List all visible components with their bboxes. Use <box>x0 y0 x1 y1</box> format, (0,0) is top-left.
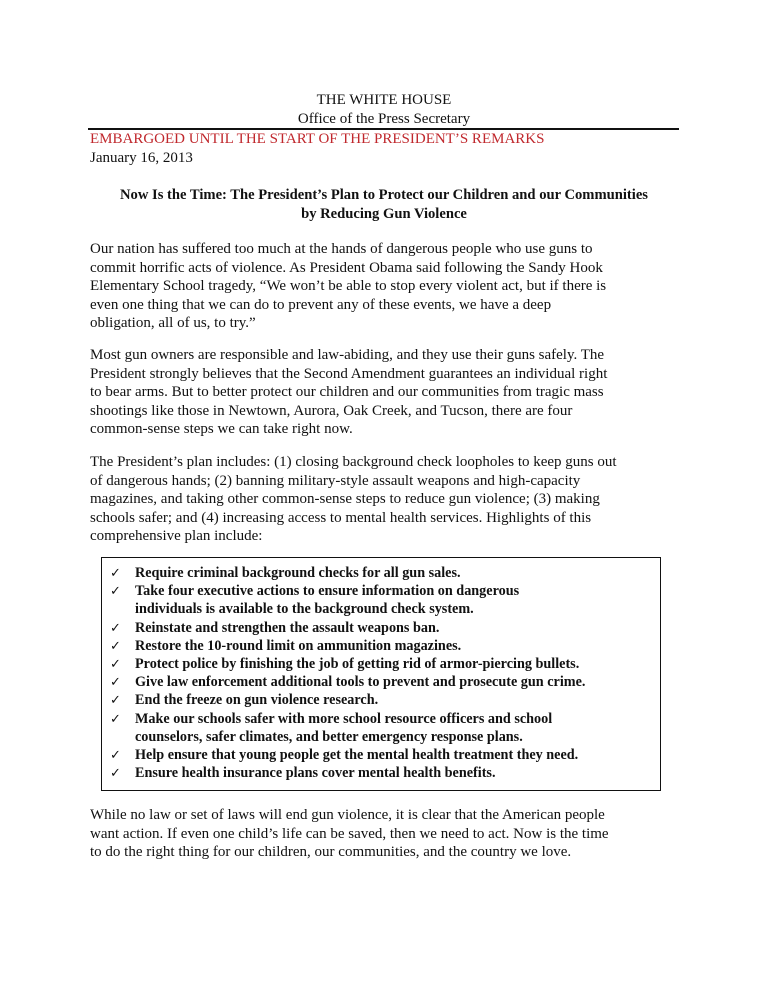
highlight-item <box>110 691 670 709</box>
checkmark-icon: ✓ <box>110 710 121 726</box>
paragraph-gun-owners <box>90 346 690 439</box>
paragraph-line: shootings like those in Newtown, Aurora, Oak Creek, and Tucson, there are four <box>90 402 573 419</box>
document-title <box>80 186 688 223</box>
highlight-text: Reinstate and strengthen the assault weapons ban. <box>135 619 440 636</box>
highlight-text: Take four executive actions to ensure information on dangerous <box>135 583 520 600</box>
paragraph-intro <box>90 240 690 333</box>
highlight-item <box>110 655 670 673</box>
highlight-item <box>110 637 670 655</box>
paragraph-line: to bear arms. But to better protect our children and our communities from tragic mass <box>90 384 604 400</box>
paragraph-line: common-sense steps we can take right now. <box>90 421 353 437</box>
highlight-text: individuals is available to the background check system. <box>135 601 474 618</box>
paragraph-line: President strongly believes that the Second Amendment guarantees an individual right <box>90 365 608 382</box>
highlight-text: Ensure health insurance plans cover mental health benefits. <box>135 765 496 782</box>
highlight-text: Require criminal background checks for all gun sales. <box>135 565 461 581</box>
highlight-item <box>110 673 670 691</box>
release-date: January 16, 2013 <box>90 150 193 166</box>
organization-heading: THE WHITE HOUSE <box>316 92 452 108</box>
highlight-text: Help ensure that young people get the mental health treatment they need. <box>135 747 579 764</box>
checkmark-icon: ✓ <box>110 674 121 690</box>
highlight-text: Give law enforcement additional tools to prevent and prosecute gun crime. <box>135 674 586 691</box>
checkmark-icon: ✓ <box>110 637 121 653</box>
paragraph-line: While no law or set of laws will end gun violence, it is clear that the American people <box>90 807 605 823</box>
checkmark-icon: ✓ <box>110 565 121 580</box>
office-heading: Office of the Press Secretary <box>297 111 471 127</box>
highlight-text: Make our schools safer with more school resource officers and school <box>135 710 553 727</box>
paragraph-line: commit horrific acts of violence. As President Obama said following the Sandy Hook <box>90 259 603 276</box>
checkmark-icon: ✓ <box>110 656 121 672</box>
paragraph-line: obligation, all of us, to try.” <box>90 315 256 331</box>
paragraph-line: magazines, and taking other common-sense steps to reduce gun violence; (3) making <box>90 491 600 507</box>
paragraph-line: want action. If even one child’s life can be saved, then we need to act. Now is the time <box>90 825 609 842</box>
embargo-notice: EMBARGOED UNTIL THE START OF THE PRESIDENT’S REMARKS <box>90 131 545 147</box>
highlight-item <box>110 764 670 782</box>
highlight-text: Protect police by finishing the job of getting rid of armor-piercing bullets. <box>135 656 580 673</box>
paragraph-conclusion <box>90 806 690 862</box>
paragraph-line: Our nation has suffered too much at the hands of dangerous people who use guns to <box>90 241 593 257</box>
highlight-item <box>110 582 670 618</box>
highlight-item <box>110 564 670 582</box>
highlights-list <box>110 564 670 782</box>
checkmark-icon: ✓ <box>110 583 121 599</box>
paragraph-line: even one thing that we can do to prevent any of these events, we have a deep <box>90 296 552 313</box>
checkmark-icon: ✓ <box>110 692 121 708</box>
checkmark-icon: ✓ <box>110 747 121 763</box>
paragraph-line: schools safer; and (4) increasing access to mental health services. Highlights of this <box>90 509 592 526</box>
paragraph-plan-includes <box>90 453 690 546</box>
paragraph-line: of dangerous hands; (2) banning military-style assault weapons and high-capacity <box>90 472 581 489</box>
title-line-2: by Reducing Gun Violence <box>301 205 467 222</box>
title-line-1: Now Is the Time: The President’s Plan to Protect our Children and our Communities <box>120 187 648 203</box>
highlight-text: End the freeze on gun violence research. <box>135 692 379 709</box>
highlight-item <box>110 710 670 746</box>
checkmark-icon: ✓ <box>110 765 121 781</box>
paragraph-line: to do the right thing for our children, our communities, and the country we love. <box>90 844 572 860</box>
highlight-item <box>110 619 670 637</box>
highlight-item <box>110 746 670 764</box>
checkmark-icon: ✓ <box>110 619 121 635</box>
highlight-text: Restore the 10-round limit on ammunition magazines. <box>135 637 462 654</box>
paragraph-line: The President’s plan includes: (1) closing background check loopholes to keep guns out <box>90 454 617 470</box>
paragraph-line: comprehensive plan include: <box>90 528 263 544</box>
highlight-text: counselors, safer climates, and better emergency response plans. <box>135 728 523 745</box>
paragraph-line: Most gun owners are responsible and law-abiding, and they use their guns safely. The <box>90 347 605 363</box>
paragraph-line: Elementary School tragedy, “We won’t be able to stop every violent act, but if there is <box>90 278 607 294</box>
